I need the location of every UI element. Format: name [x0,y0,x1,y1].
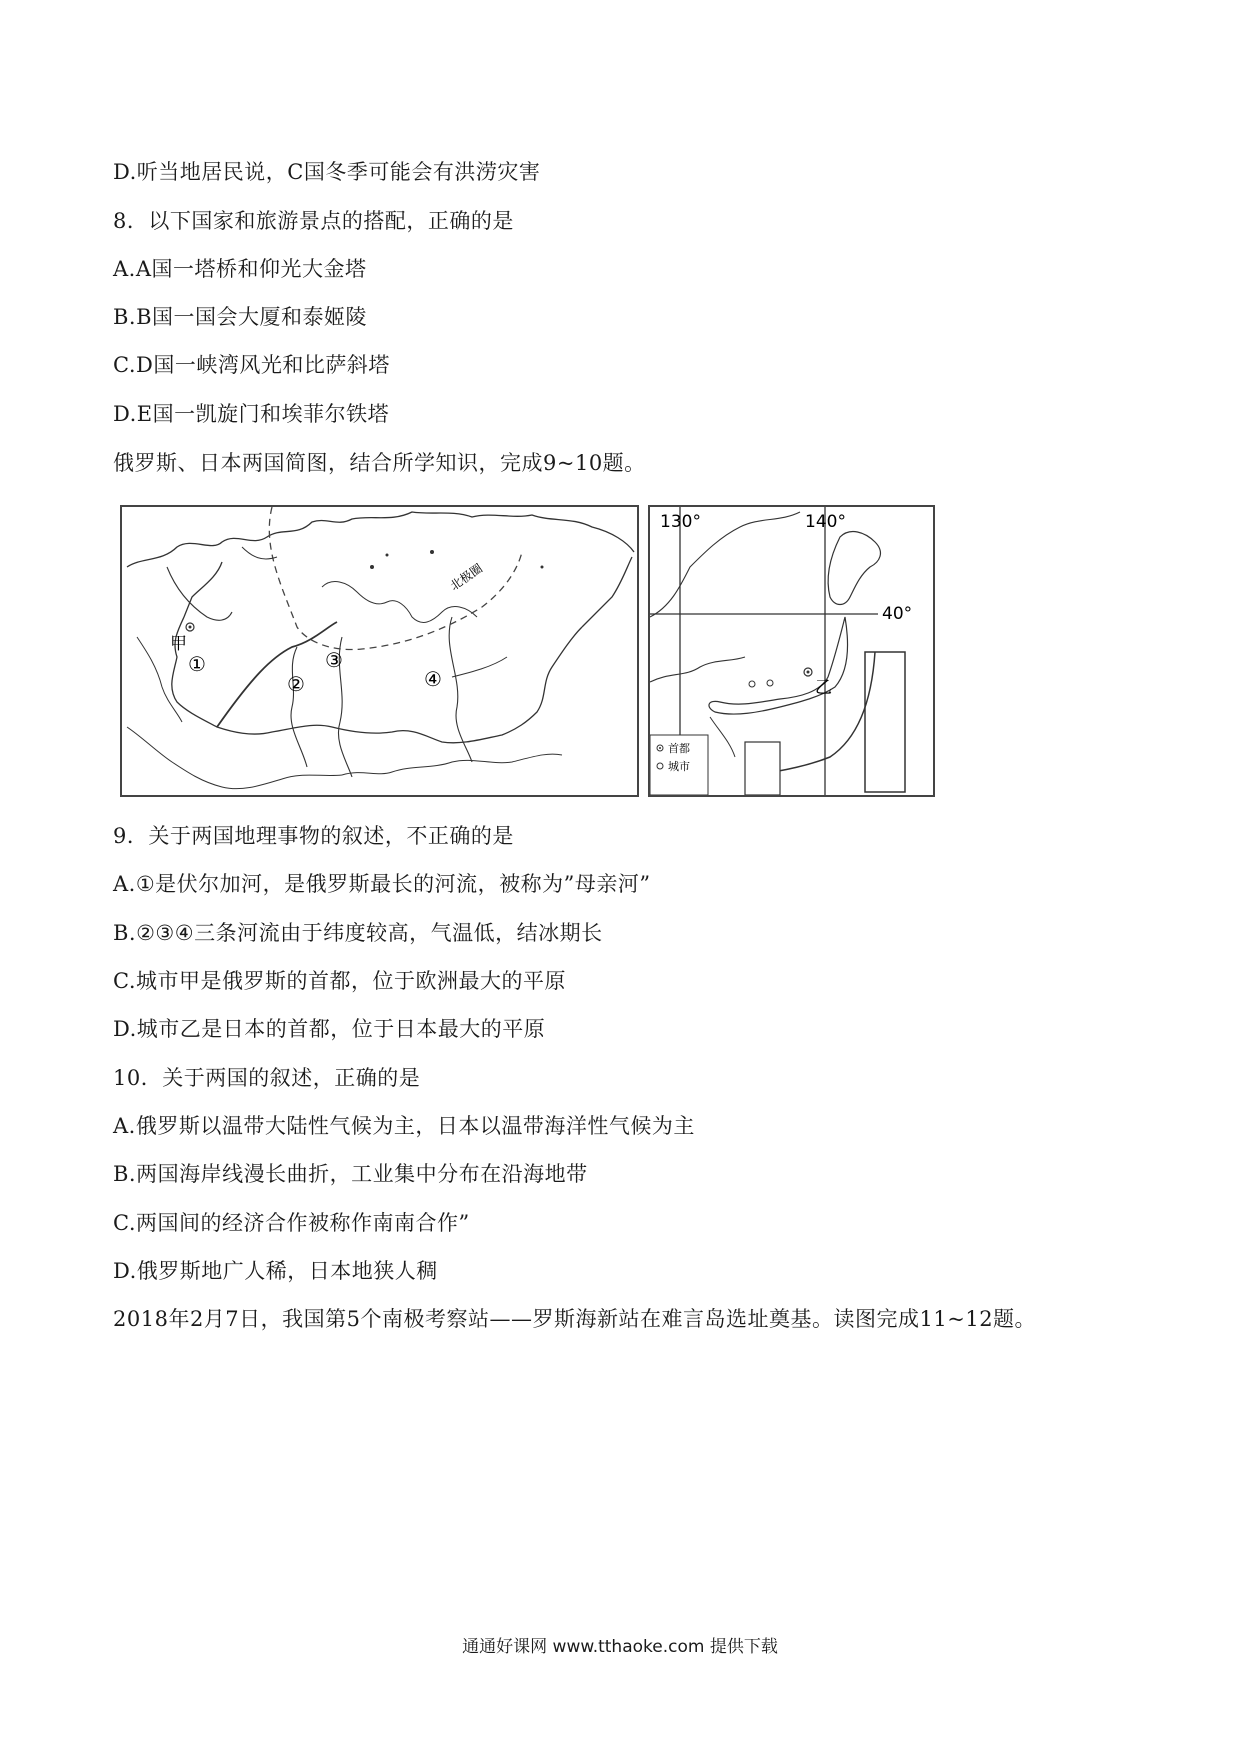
legend-city-label: 城市 [668,760,690,773]
lat-40-label: 40° [882,604,913,624]
option-10b: B.两国海岸线漫长曲折，工业集中分布在沿海地带 [113,1162,588,1186]
question-8: 8．以下国家和旅游景点的搭配，正确的是 [113,209,514,233]
option-9a: A.①是伏尔加河，是俄罗斯最长的河流，被称为”母亲河” [113,872,651,896]
option-8d: D.E国一凯旋门和埃菲尔铁塔 [113,402,390,426]
river-3-label: ③ [325,648,343,672]
question-10: 10．关于两国的叙述，正确的是 [113,1066,421,1090]
river-1-label: ① [188,652,206,676]
option-10a: A.俄罗斯以温带大陆性气候为主，日本以温带海洋性气候为主 [113,1114,695,1138]
lon-130-label: 130° [660,512,701,532]
option-10d: D.俄罗斯地广人稀，日本地狭人稠 [113,1259,438,1283]
river-4-label: ④ [424,667,442,691]
footer: 通通好课网 www.tthaoke.com 提供下载 [462,1637,778,1657]
text-line: D.听当地居民说，C国冬季可能会有洪涝灾害 [113,160,541,184]
lon-140-label: 140° [805,512,846,532]
option-8b: B.B国一国会大厦和泰姬陵 [113,305,368,329]
legend-capital-label: 首都 [668,742,690,755]
intro-11-12: 2018年2月7日，我国第5个南极考察站——罗斯海新站在难言岛选址奠基。读图完成11~12题。 [113,1307,1037,1331]
city-jia-label: 甲 [170,634,187,654]
option-9c: C.城市甲是俄罗斯的首都，位于欧洲最大的平原 [113,969,566,993]
arctic-circle-label: 北极圈 [447,561,486,594]
option-8a: A.A国一塔桥和仰光大金塔 [113,257,367,281]
river-2-label: ② [287,672,305,696]
russia-map [120,505,639,797]
option-10c: C.两国间的经济合作被称作南南合作” [113,1211,470,1235]
option-8c: C.D国一峡湾风光和比萨斜塔 [113,353,390,377]
option-9d: D.城市乙是日本的首都，位于日本最大的平原 [113,1017,546,1041]
japan-map [648,505,935,797]
question-9: 9．关于两国地理事物的叙述，不正确的是 [113,824,514,848]
maps-figure [120,505,935,797]
city-yi-label: 乙 [815,678,832,698]
option-9b: B.②③④三条河流由于纬度较高，气温低，结冰期长 [113,921,603,945]
map-intro: 俄罗斯、日本两国简图，结合所学知识，完成9~10题。 [113,451,646,475]
